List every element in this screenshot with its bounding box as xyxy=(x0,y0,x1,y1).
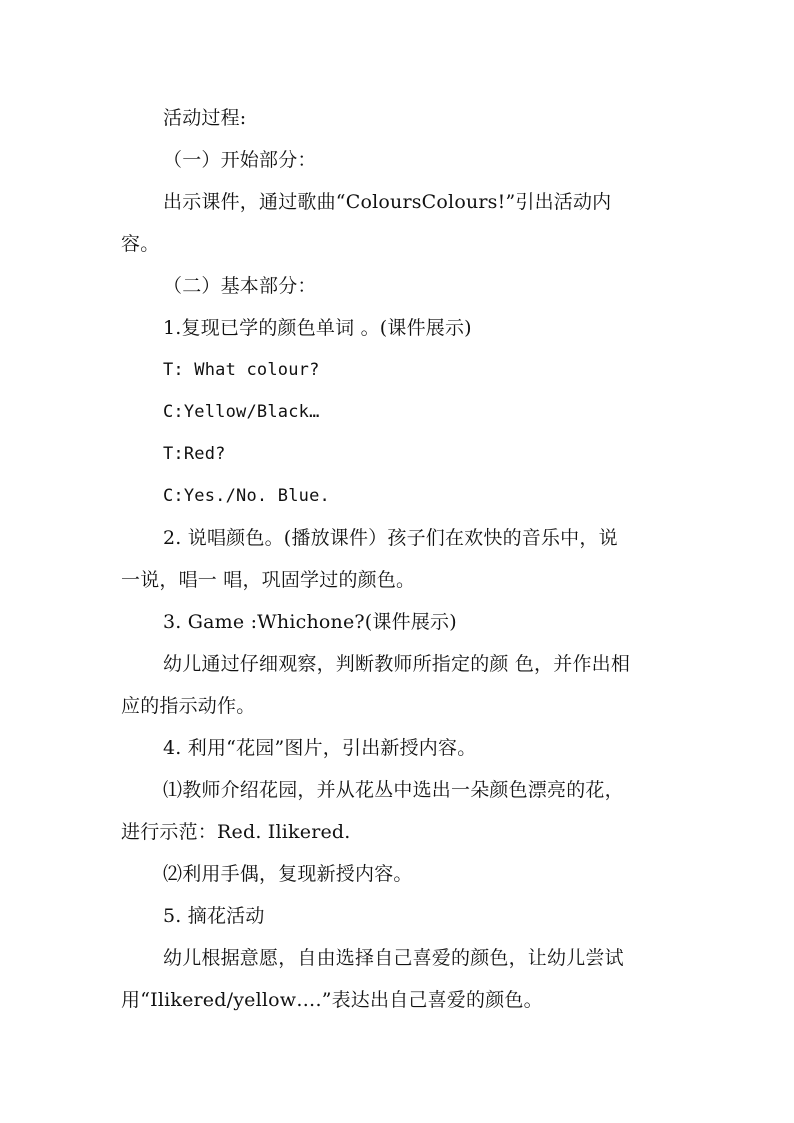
text-line-step-3: 3. Game :Whichone?(课件展示) xyxy=(163,611,457,633)
text-line-step-2-cont: 一说，唱一 唱，巩固学过的颜色。 xyxy=(121,569,416,591)
text-line-step-5-body: 幼儿根据意愿，自由选择自己喜爱的颜色，让幼儿尝试 xyxy=(163,947,624,969)
text-line-activity-process: 活动过程: xyxy=(163,107,247,129)
text-line-step-2: 2. 说唱颜色。(播放课件）孩子们在欢快的音乐中，说 xyxy=(163,527,618,549)
text-line-step-1: 1.复现已学的颜色单词 。(课件展示) xyxy=(163,317,472,339)
text-line-step-3-body: 幼儿通过仔细观察，判断教师所指定的颜 色，并作出相 xyxy=(163,653,631,675)
text-line-step-4-sub-1: ⑴教师介绍花园，并从花丛中选出一朵颜色漂亮的花， xyxy=(163,779,624,801)
text-line-dialog-t2: T:Red? xyxy=(163,444,226,464)
text-line-step-3-body-cont: 应的指示动作。 xyxy=(121,695,256,717)
text-line-part-one-body: 出示课件，通过歌曲“ColoursColours!”引出活动内 xyxy=(163,191,612,213)
text-line-dialog-t1: T: What colour? xyxy=(163,360,320,380)
text-line-part-two-heading: （二）基本部分： xyxy=(163,275,317,297)
text-line-dialog-c2: C:Yes./No. Blue. xyxy=(163,486,330,506)
text-line-step-5-body-cont: 用“Ilikered/yellow….”表达出自己喜爱的颜色。 xyxy=(121,989,543,1011)
text-line-dialog-c1: C:Yellow/Black… xyxy=(163,402,320,422)
text-line-step-4-sub-2: ⑵利用手偶，复现新授内容。 xyxy=(163,863,413,885)
text-line-step-5: 5. 摘花活动 xyxy=(163,905,265,927)
text-line-part-one-heading: （一）开始部分： xyxy=(163,149,317,171)
text-line-step-4-sub-1-cont: 进行示范：Red. Ilikered. xyxy=(121,821,351,843)
text-line-part-one-body-cont: 容。 xyxy=(121,233,160,255)
text-line-step-4: 4. 利用“花园”图片，引出新授内容。 xyxy=(163,737,477,759)
